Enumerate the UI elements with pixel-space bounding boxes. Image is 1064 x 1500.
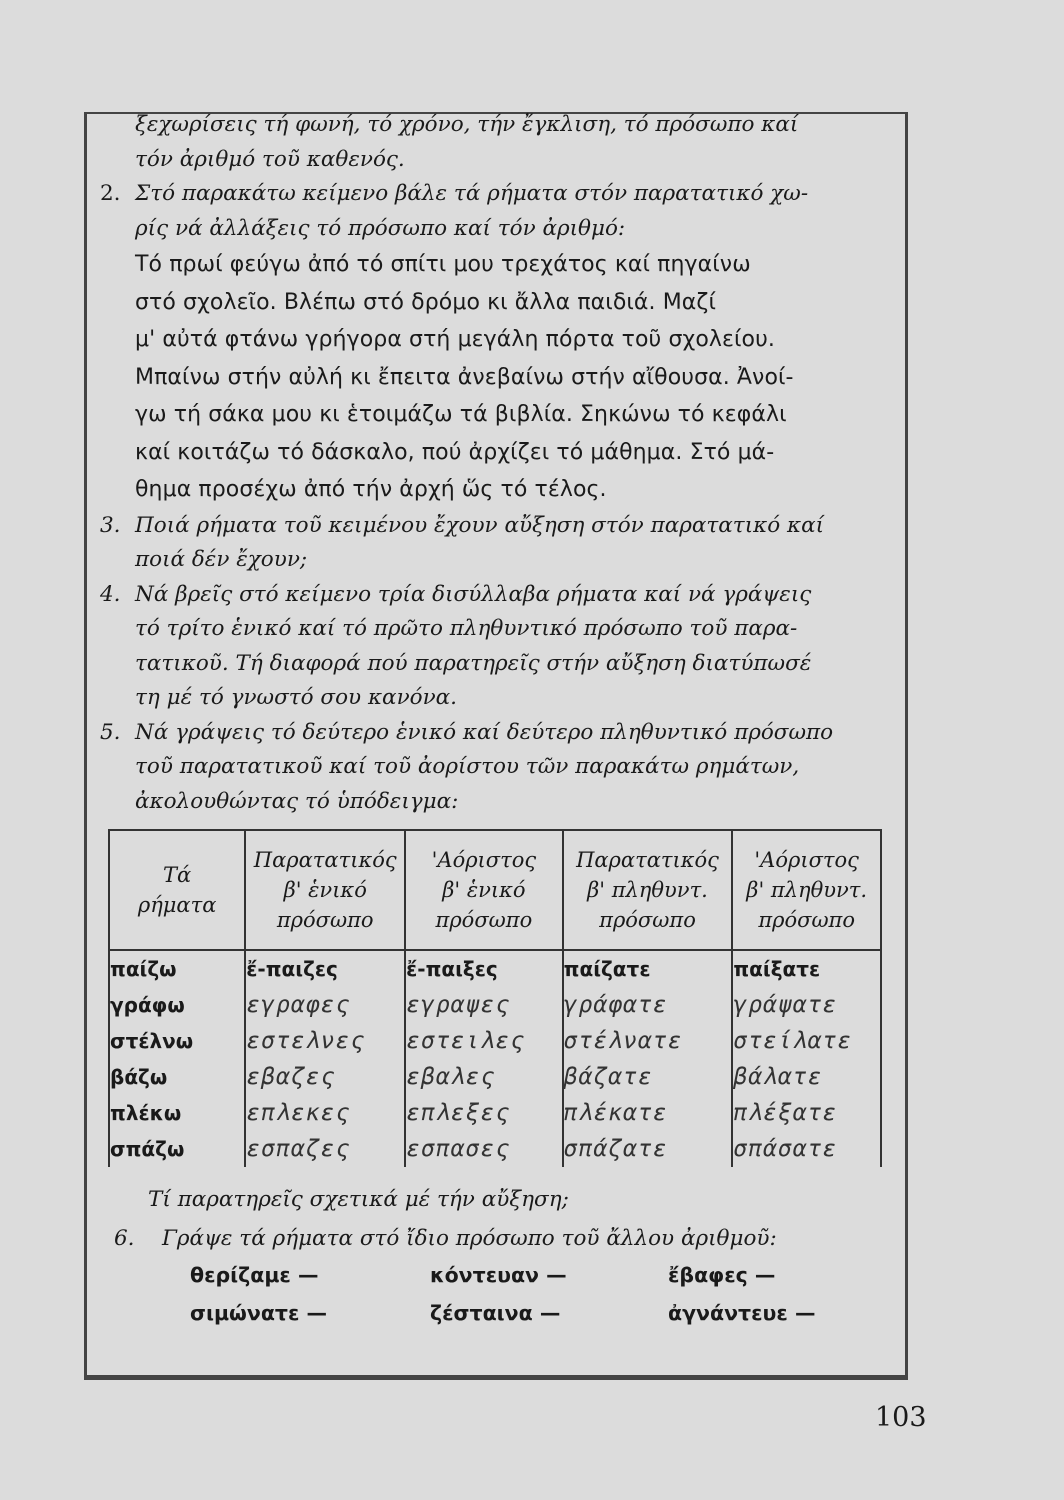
verb-prompt: ἀγνάντευε — [668,1301,816,1325]
handwritten-answer: εστειλες [406,1028,525,1054]
handwritten-answer: γράψατε [733,992,838,1018]
verb-cell: σπάζω [110,1137,185,1161]
question-5-line: 5. Νά γράψεις τό δεύτερο ἑνικό καί δεύτερο πληθυντικό πρόσωπο [100,716,890,751]
handwritten-answer: εβαλες [406,1064,496,1090]
question-2-line: ρίς νά ἀλλάξεις τό πρόσωπο καί τόν ἀριθμό: [135,215,626,241]
table-followup-question: Τί παρατηρεῖς σχετικά μέ τήν αὔξηση; [148,1187,569,1212]
question-4-line: 4. Νά βρεῖς στό κείμενο τρία δισύλλαβα ρήματα καί νά γράψεις [100,578,890,613]
header-aorist-plural: 'Αόριστος β' πληθυντ. πρόσωπο [732,830,881,950]
handwritten-answer: πλέξατε [733,1100,838,1126]
handwritten-answer: εσπασες [406,1136,511,1162]
handwritten-answer: βάζατε [563,1064,653,1090]
question-4-line: τη μέ τό γνωστό σου κανόνα. [135,685,458,710]
header-imperfect-plural: Παρατατικός β' πληθυντ. πρόσωπο [563,830,733,950]
table-body-row [109,950,881,1167]
verb-prompt: θερίζαμε — [190,1263,319,1287]
handwritten-answer: γράφατε [563,992,668,1018]
handwritten-answer: εγραψες [406,992,511,1018]
page-number: 103 [875,1402,927,1433]
handwritten-answer: στείλατε [733,1028,853,1054]
question-5-line: τοῦ παρατατικοῦ καί τοῦ ἀορίστου τῶν παρακάτω ρημάτων, [135,754,800,779]
verb-pairs-row [100,1294,890,1332]
verb-cell: γράφω [110,993,185,1017]
verb-prompt: ζέσταινα — [430,1301,561,1325]
passage-line: Μπαίνω στήν αὐλή κι ἔπειτα ἀνεβαίνω στήν αἴθουσα. Ἀνοί- [135,364,794,390]
verb-prompt: κόντευαν — [430,1263,567,1287]
question-number: 5. [100,719,121,745]
question-number: 4. [100,581,121,607]
verb-cell: πλέκω [110,1101,182,1125]
example-cell: ἔ-παιξες [406,957,498,981]
question-5-line: ἀκολουθώντας τό ὑπόδειγμα: [135,788,459,814]
handwritten-answer: εστελνες [246,1028,366,1054]
handwritten-answer: βάλατε [733,1064,823,1090]
question-number: 3. [100,512,121,538]
intro-line: τόν ἀριθμό τοῦ καθενός. [135,146,405,172]
handwritten-answer: στέλνατε [563,1028,683,1054]
header-imperfect-singular: Παρατατικός β' ἑνικό πρόσωπο [245,830,405,950]
verb-pairs-row [100,1256,890,1294]
header-verbs: Τά ρήματα [109,830,245,950]
verb-cell: παίζω [110,957,177,981]
handwritten-answer: σπάσατε [733,1136,838,1162]
verb-pairs [100,1256,890,1332]
question-4-line: τό τρίτο ἑνικό καί τό πρῶτο πληθυντικό πρόσωπο τοῦ παρα- [135,616,798,641]
passage-line: καί κοιτάζω τό δάσκαλο, πού ἀρχίζει τό μάθημα. Στό μά- [135,439,775,465]
intro-line: ξεχωρίσεις τή φωνή, τό χρόνο, τήν ἔγκλιση, τό πρόσωπο καί [135,112,799,137]
handwritten-answer: σπάζατε [563,1136,668,1162]
passage-line: μ' αὐτά φτάνω γρήγορα στή μεγάλη πόρτα τοῦ σχολείου. [135,327,776,352]
question-3-line: 3. Ποιά ρήματα τοῦ κειμένου ἔχουν αὔξηση στόν παρατατικό καί [100,509,890,544]
page-content [100,108,890,1332]
handwritten-answer: εβαζες [246,1064,336,1090]
example-cell: ἔ-παιζες [246,957,338,981]
question-3-line: ποιά δέν ἔχουν; [135,547,308,572]
handwritten-answer: εγραφες [246,992,351,1018]
passage-line: γω τή σάκα μου κι ἑτοιμάζω τά βιβλία. Σηκώνω τό κεφάλι [135,402,787,427]
question-6-line: 6. Γράψε τά ρήματα στό ἴδιο πρόσωπο τοῦ ἄλλου ἀριθμοῦ: [100,1222,890,1257]
handwritten-answer: επλεξες [406,1100,511,1126]
passage-line: Τό πρωί φεύγω ἀπό τό σπίτι μου τρεχάτος καί πηγαίνω [135,252,751,277]
question-2-line: 2. Στό παρακάτω κείμενο βάλε τά ρήματα στόν παρατατικό χω- [100,177,890,212]
example-cell: παίζατε [563,957,651,981]
answer-column-aorist-plural [732,950,881,1167]
table-header-row [109,830,881,950]
question-number: 2. [100,181,121,206]
passage-line: θημα προσέχω ἀπό τήν ἀρχή ὥς τό τέλος. [135,477,607,502]
passage-line: στό σχολεῖο. Βλέπω στό δρόμο κι ἄλλα παιδιά. Μαζί [135,289,717,315]
answer-column-imperfect-singular [245,950,405,1167]
verb-cell: στέλνω [110,1029,194,1053]
answer-column-aorist-singular [405,950,563,1167]
handwritten-answer: επλεκες [246,1100,351,1126]
answer-column-imperfect-plural [563,950,733,1167]
question-number: 6. [114,1225,135,1251]
example-cell: παίξατε [733,957,821,981]
verb-cell: βάζω [110,1065,168,1089]
verb-prompt: σιμώνατε — [190,1301,328,1325]
handwritten-answer: πλέκατε [563,1100,668,1126]
header-aorist-singular: 'Αόριστος β' ἑνικό πρόσωπο [405,830,563,950]
verb-table [108,829,882,1167]
question-4-line: τατικοῦ. Τή διαφορά πού παρατηρεῖς στήν αὔξηση διατύπωσέ [135,650,812,676]
passage [100,246,890,509]
verb-prompt: ἔβαφες — [668,1263,776,1287]
handwritten-answer: εσπαζες [246,1136,351,1162]
verb-column [109,950,245,1167]
